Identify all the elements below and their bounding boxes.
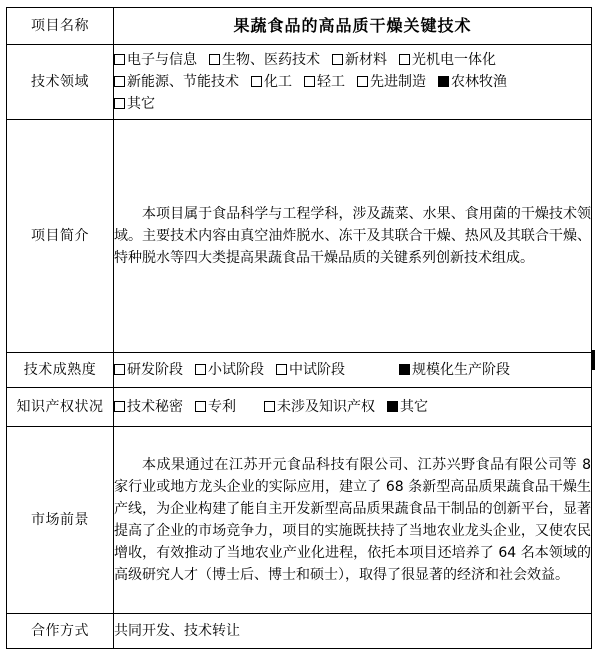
option-pilot-small: 小试阶段 (195, 359, 264, 381)
checkbox-icon (399, 54, 410, 65)
row-ip (7, 388, 592, 427)
tech-field-line-3 (114, 93, 591, 115)
option-light-industry: 轻工 (304, 71, 345, 93)
option-no-ip: 未涉及知识产权 (264, 396, 375, 418)
checkbox-icon (332, 54, 343, 65)
intro-cell (114, 120, 592, 353)
cooperation-text: 共同开发、技术转让 (114, 614, 592, 649)
row-tech-field (7, 45, 592, 120)
option-pilot-medium: 中试阶段 (276, 359, 345, 381)
option-biomedical: 生物、医药技术 (209, 49, 320, 71)
tech-field-line-1 (114, 49, 591, 71)
checkbox-icon (251, 76, 262, 87)
row-cooperation (7, 614, 592, 649)
tech-field-line-2 (114, 71, 591, 93)
option-chemical: 化工 (251, 71, 292, 93)
option-mass-production: 规模化生产阶段 (399, 359, 510, 381)
option-other: 其它 (114, 93, 155, 115)
checkbox-icon (209, 54, 220, 65)
page-edge-mark (592, 350, 595, 370)
checked-checkbox-icon (387, 401, 398, 412)
checkbox-icon (114, 76, 125, 87)
tech-field-label: 技术领域 (7, 45, 114, 120)
option-trade-secret: 技术秘密 (114, 396, 183, 418)
option-agriculture: 农林牧渔 (438, 71, 507, 93)
maturity-label: 技术成熟度 (7, 353, 114, 388)
ip-label: 知识产权状况 (7, 388, 114, 427)
option-ip-other: 其它 (387, 396, 428, 418)
tech-field-options (114, 45, 592, 120)
project-title: 果蔬食品的高品质干燥关键技术 (114, 8, 592, 45)
checkbox-icon (357, 76, 368, 87)
checkbox-icon (114, 364, 125, 375)
checkbox-icon (264, 401, 275, 412)
intro-text: 本项目属于食品科学与工程学科，涉及蔬菜、水果、食用菌的干燥技术领域。主要技术内容由真空油炸脱水、冻干及其联合干燥、热风及其联合干燥、特种脱水等四大类提高果蔬食品干燥品质的关键系列创新技术组成。 (114, 206, 591, 266)
cooperation-label: 合作方式 (7, 614, 114, 649)
option-rd-stage: 研发阶段 (114, 359, 183, 381)
checkbox-icon (304, 76, 315, 87)
checked-checkbox-icon (399, 364, 410, 375)
row-project-name (7, 8, 592, 45)
option-new-materials: 新材料 (332, 49, 387, 71)
market-text: 本成果通过在江苏开元食品科技有限公司、江苏兴野食品有限公司等 8 家行业或地方龙头企业的实际应用，建立了 68 条新型高品质果蔬食品干燥生产线，为企业构建了能自主开发新型高品质果蔬食品干制品的创新平台，显著提高了企业的市场竞争力，项目的实施既扶持了当地农业龙头企业，又使农民增收，有效推动了当地农业产业化进程，依托本项目还培养了 64 名本领域的高级研究人才（博士后、博士和硕士），取得了很显著的经济和社会效益。 (114, 457, 591, 583)
option-optomechatronics: 光机电一体化 (399, 49, 496, 71)
option-new-energy: 新能源、节能技术 (114, 71, 239, 93)
checkbox-icon (276, 364, 287, 375)
row-maturity (7, 353, 592, 388)
checkbox-icon (114, 98, 125, 109)
maturity-options (114, 353, 592, 388)
intro-label: 项目简介 (7, 120, 114, 353)
row-market (7, 427, 592, 614)
option-patent: 专利 (195, 396, 236, 418)
checkbox-icon (114, 54, 125, 65)
checkbox-icon (114, 401, 125, 412)
project-form-table (6, 7, 592, 649)
ip-options (114, 388, 592, 427)
option-advanced-manufacturing: 先进制造 (357, 71, 426, 93)
checked-checkbox-icon (438, 76, 449, 87)
market-cell (114, 427, 592, 614)
checkbox-icon (195, 401, 206, 412)
row-intro (7, 120, 592, 353)
project-name-label: 项目名称 (7, 8, 114, 45)
option-electronics: 电子与信息 (114, 49, 197, 71)
market-label: 市场前景 (7, 427, 114, 614)
checkbox-icon (195, 364, 206, 375)
